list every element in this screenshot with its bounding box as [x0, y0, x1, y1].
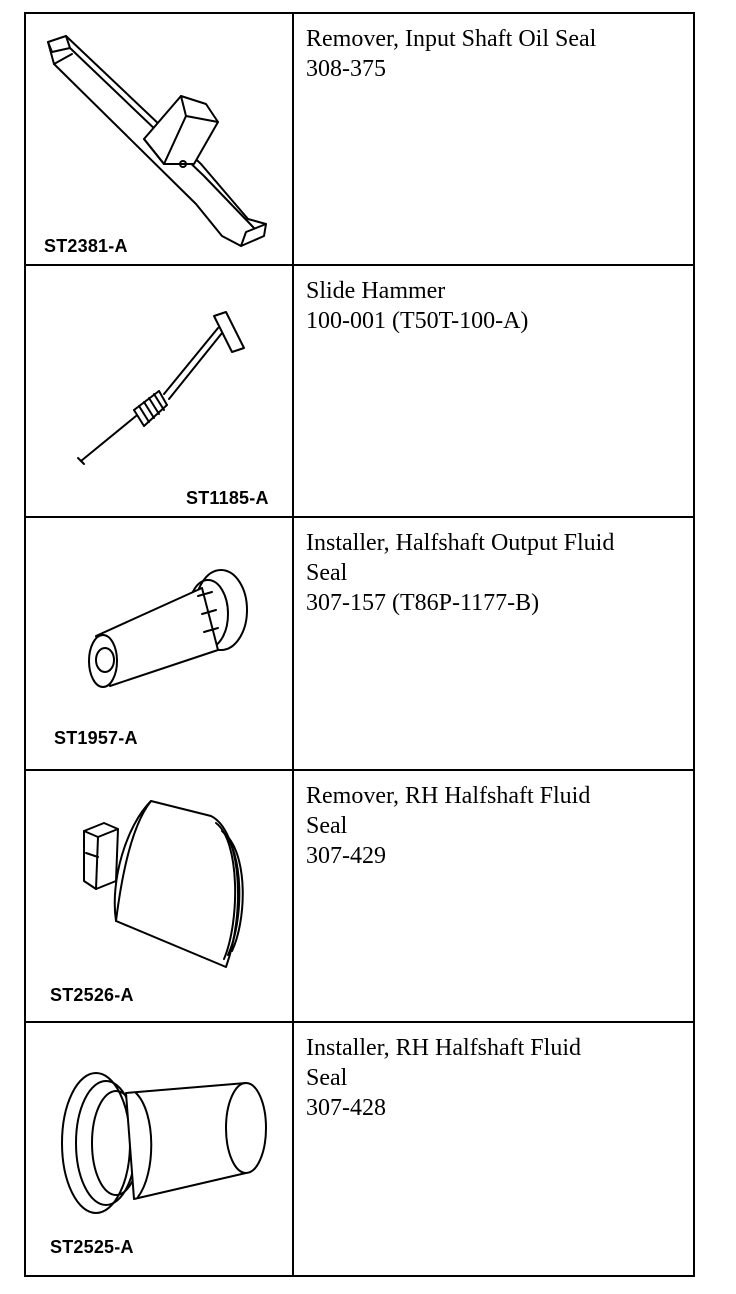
- tool-number: 100-001 (T50T-100-A): [306, 308, 529, 335]
- tool-illustration-cell: [26, 771, 294, 1023]
- tool-description-cell: [294, 518, 693, 770]
- tool-number: 307-157 (T86P-1177-B): [306, 590, 540, 617]
- art-code-label: ST2526-A: [50, 984, 134, 1005]
- tool-number: 307-428: [306, 1094, 386, 1121]
- tool-number: 307-429: [306, 842, 386, 869]
- art-code-label: ST1185-A: [186, 488, 269, 509]
- tool-name: Slide Hammer: [306, 278, 446, 305]
- slide-hammer-icon: [26, 266, 294, 517]
- tool-name: Installer, RH Halfshaft Fluid Seal: [306, 1034, 581, 1091]
- tool-name: Remover, Input Shaft Oil Seal: [306, 26, 597, 52]
- tool-description-cell: [294, 1023, 693, 1275]
- tool-name: Installer, Halfshaft Output Fluid Seal: [306, 530, 615, 587]
- tool-description-cell: [294, 771, 693, 1023]
- tool-illustration-cell: [26, 518, 294, 770]
- tool-number: 308-375: [306, 56, 386, 82]
- art-code-label: ST1957-A: [54, 728, 138, 749]
- art-code-label: ST2381-A: [44, 236, 128, 256]
- seal-remover-lever-icon: [26, 14, 294, 265]
- tool-description-cell: [294, 266, 693, 518]
- tool-name: Remover, RH Halfshaft Fluid Seal: [306, 782, 591, 839]
- tool-illustration-cell: [26, 266, 294, 518]
- tool-illustration-cell: [26, 14, 294, 266]
- special-tools-table: [24, 12, 695, 1277]
- art-code-label: ST2525-A: [50, 1236, 134, 1257]
- tool-illustration-cell: [26, 1023, 294, 1275]
- tool-description-cell: [294, 14, 693, 266]
